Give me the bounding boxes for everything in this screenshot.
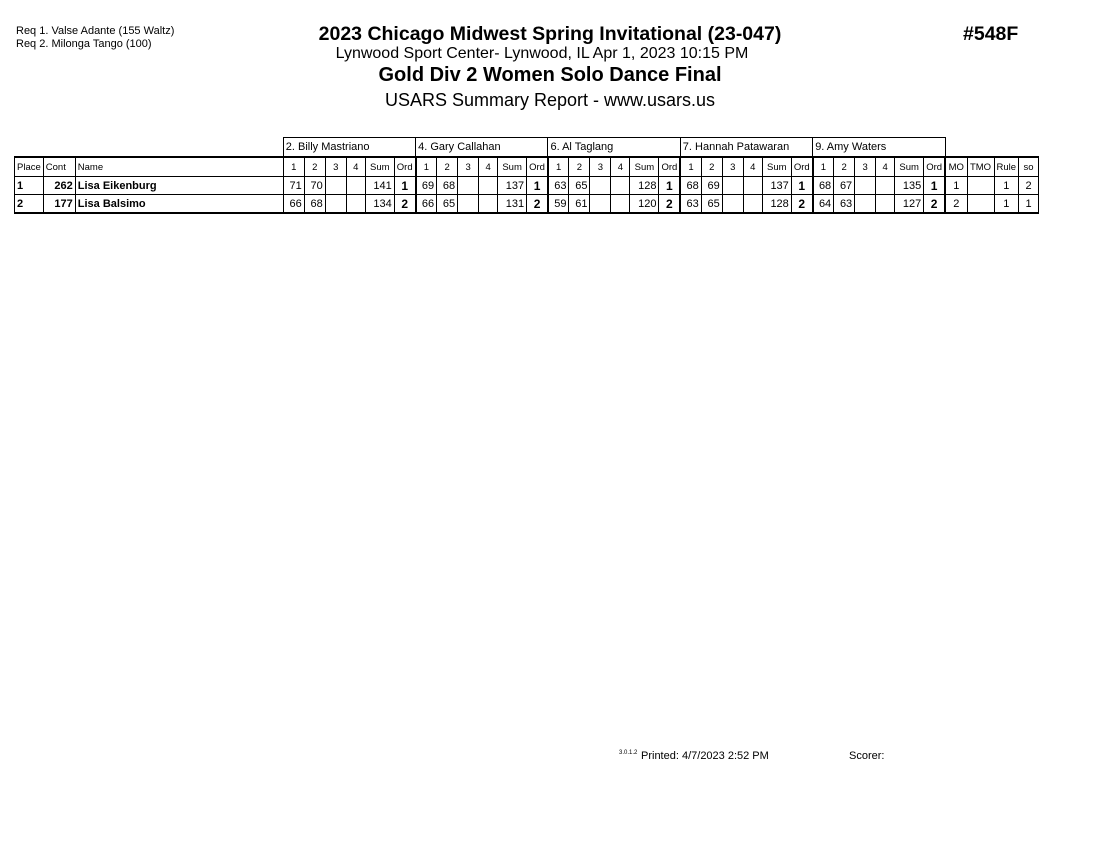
score-cell bbox=[479, 195, 498, 214]
col-judge-5-0: 1 bbox=[813, 157, 834, 177]
score-cell: 137 bbox=[498, 177, 527, 195]
score-cell: 59 bbox=[548, 195, 569, 214]
table-row bbox=[15, 195, 1039, 214]
so-cell: 2 bbox=[1019, 177, 1039, 195]
col-judge-3-0: 1 bbox=[548, 157, 569, 177]
col-judge-4-0: 1 bbox=[680, 157, 701, 177]
skater-name-cell: Lisa Balsimo bbox=[75, 195, 283, 214]
scorer-label: Scorer: bbox=[849, 750, 885, 762]
score-cell: 63 bbox=[680, 195, 701, 214]
col-judge-1-2: 3 bbox=[325, 157, 346, 177]
judge-ordinal-cell: 2 bbox=[924, 195, 945, 214]
judge-name: 7. Hannah Patawaran bbox=[680, 138, 812, 158]
score-cell bbox=[458, 177, 479, 195]
score-cell bbox=[590, 177, 611, 195]
col-tmo: TMO bbox=[967, 157, 994, 177]
software-version: 3.0.1.2 bbox=[619, 750, 638, 756]
col-judge-3-1: 2 bbox=[569, 157, 590, 177]
score-cell bbox=[876, 177, 895, 195]
col-judge-1-3: 4 bbox=[346, 157, 365, 177]
col-judge-2-2: 3 bbox=[458, 157, 479, 177]
score-cell: 128 bbox=[630, 177, 659, 195]
score-cell: 68 bbox=[437, 177, 458, 195]
results-table bbox=[14, 137, 1039, 214]
judge-ordinal-cell: 2 bbox=[791, 195, 812, 214]
report-name: USARS Summary Report - www.usars.us bbox=[384, 90, 716, 110]
score-cell bbox=[458, 195, 479, 214]
score-cell: 120 bbox=[630, 195, 659, 214]
mo-cell: 1 bbox=[945, 177, 967, 195]
score-cell bbox=[722, 177, 743, 195]
score-cell bbox=[346, 195, 365, 214]
skater-name-cell: Lisa Eikenburg bbox=[75, 177, 283, 195]
col-mo: MO bbox=[945, 157, 967, 177]
col-judge-1-5: Ord bbox=[394, 157, 415, 177]
score-cell: 69 bbox=[416, 177, 437, 195]
competition-title: 2023 Chicago Midwest Spring Invitational (23-047) bbox=[318, 23, 782, 45]
col-judge-5-5: Ord bbox=[924, 157, 945, 177]
score-cell bbox=[325, 177, 346, 195]
col-cont: Cont bbox=[43, 157, 75, 177]
score-cell: 69 bbox=[701, 177, 722, 195]
col-place: Place bbox=[15, 157, 44, 177]
score-cell: 65 bbox=[437, 195, 458, 214]
score-cell: 61 bbox=[569, 195, 590, 214]
printed-timestamp: Printed: 4/7/2023 2:52 PM bbox=[641, 750, 769, 762]
judge-name: 4. Gary Callahan bbox=[416, 138, 548, 158]
judge-header-row bbox=[15, 138, 1039, 158]
score-cell bbox=[743, 177, 762, 195]
judge-ordinal-cell: 1 bbox=[527, 177, 548, 195]
judge-ordinal-cell: 2 bbox=[527, 195, 548, 214]
score-cell bbox=[611, 177, 630, 195]
column-header-row bbox=[15, 157, 1039, 177]
tmo-cell bbox=[967, 195, 994, 214]
score-cell bbox=[611, 195, 630, 214]
judge-name: 2. Billy Mastriano bbox=[283, 138, 415, 158]
rule-cell: 1 bbox=[994, 177, 1019, 195]
col-judge-2-4: Sum bbox=[498, 157, 527, 177]
score-cell bbox=[346, 177, 365, 195]
col-judge-2-5: Ord bbox=[527, 157, 548, 177]
score-cell bbox=[325, 195, 346, 214]
score-cell: 137 bbox=[762, 177, 791, 195]
col-rule: Rule bbox=[994, 157, 1019, 177]
col-judge-5-4: Sum bbox=[895, 157, 924, 177]
col-so: so bbox=[1019, 157, 1039, 177]
col-judge-3-4: Sum bbox=[630, 157, 659, 177]
col-judge-2-3: 4 bbox=[479, 157, 498, 177]
table-row bbox=[15, 177, 1039, 195]
score-cell bbox=[743, 195, 762, 214]
score-cell: 63 bbox=[834, 195, 855, 214]
score-cell: 131 bbox=[498, 195, 527, 214]
score-cell: 64 bbox=[813, 195, 834, 214]
judge-ordinal-cell: 1 bbox=[659, 177, 680, 195]
score-cell bbox=[722, 195, 743, 214]
col-judge-4-3: 4 bbox=[743, 157, 762, 177]
judge-ordinal-cell: 1 bbox=[394, 177, 415, 195]
score-cell: 135 bbox=[895, 177, 924, 195]
score-cell bbox=[590, 195, 611, 214]
score-cell: 68 bbox=[680, 177, 701, 195]
col-judge-1-1: 2 bbox=[304, 157, 325, 177]
col-judge-4-2: 3 bbox=[722, 157, 743, 177]
contestant-number-cell: 262 bbox=[43, 177, 75, 195]
score-cell: 65 bbox=[569, 177, 590, 195]
col-judge-4-1: 2 bbox=[701, 157, 722, 177]
col-name: Name bbox=[75, 157, 283, 177]
score-cell bbox=[855, 177, 876, 195]
col-judge-2-1: 2 bbox=[437, 157, 458, 177]
score-cell: 67 bbox=[834, 177, 855, 195]
score-cell: 134 bbox=[365, 195, 394, 214]
so-cell: 1 bbox=[1019, 195, 1039, 214]
score-cell: 128 bbox=[762, 195, 791, 214]
judge-name: 6. Al Taglang bbox=[548, 138, 680, 158]
score-cell: 70 bbox=[304, 177, 325, 195]
col-judge-3-5: Ord bbox=[659, 157, 680, 177]
score-cell: 63 bbox=[548, 177, 569, 195]
place-cell: 1 bbox=[15, 177, 44, 195]
score-cell: 71 bbox=[283, 177, 304, 195]
mo-cell: 2 bbox=[945, 195, 967, 214]
score-cell bbox=[855, 195, 876, 214]
required-dance-1: Req 1. Valse Adante (155 Waltz) bbox=[16, 25, 175, 37]
place-cell: 2 bbox=[15, 195, 44, 214]
score-cell: 66 bbox=[283, 195, 304, 214]
judge-ordinal-cell: 2 bbox=[394, 195, 415, 214]
score-cell bbox=[876, 195, 895, 214]
contestant-number-cell: 177 bbox=[43, 195, 75, 214]
col-judge-5-3: 4 bbox=[876, 157, 895, 177]
score-cell: 141 bbox=[365, 177, 394, 195]
col-judge-3-3: 4 bbox=[611, 157, 630, 177]
col-judge-1-4: Sum bbox=[365, 157, 394, 177]
rule-cell: 1 bbox=[994, 195, 1019, 214]
col-judge-5-1: 2 bbox=[834, 157, 855, 177]
tmo-cell bbox=[967, 177, 994, 195]
col-judge-4-4: Sum bbox=[762, 157, 791, 177]
score-cell: 68 bbox=[813, 177, 834, 195]
event-number: #548F bbox=[963, 23, 1019, 45]
judge-ordinal-cell: 2 bbox=[659, 195, 680, 214]
venue-date: Lynwood Sport Center- Lynwood, IL Apr 1, 2023 10:15 PM bbox=[335, 45, 749, 62]
judge-ordinal-cell: 1 bbox=[924, 177, 945, 195]
score-cell: 66 bbox=[416, 195, 437, 214]
required-dance-2: Req 2. Milonga Tango (100) bbox=[16, 38, 152, 50]
score-cell: 127 bbox=[895, 195, 924, 214]
judge-name: 9. Amy Waters bbox=[813, 138, 945, 158]
event-name: Gold Div 2 Women Solo Dance Final bbox=[378, 64, 722, 86]
col-judge-1-0: 1 bbox=[283, 157, 304, 177]
score-cell: 65 bbox=[701, 195, 722, 214]
col-judge-3-2: 3 bbox=[590, 157, 611, 177]
col-judge-4-5: Ord bbox=[791, 157, 812, 177]
score-cell: 68 bbox=[304, 195, 325, 214]
score-cell bbox=[479, 177, 498, 195]
col-judge-5-2: 3 bbox=[855, 157, 876, 177]
col-judge-2-0: 1 bbox=[416, 157, 437, 177]
judge-ordinal-cell: 1 bbox=[791, 177, 812, 195]
